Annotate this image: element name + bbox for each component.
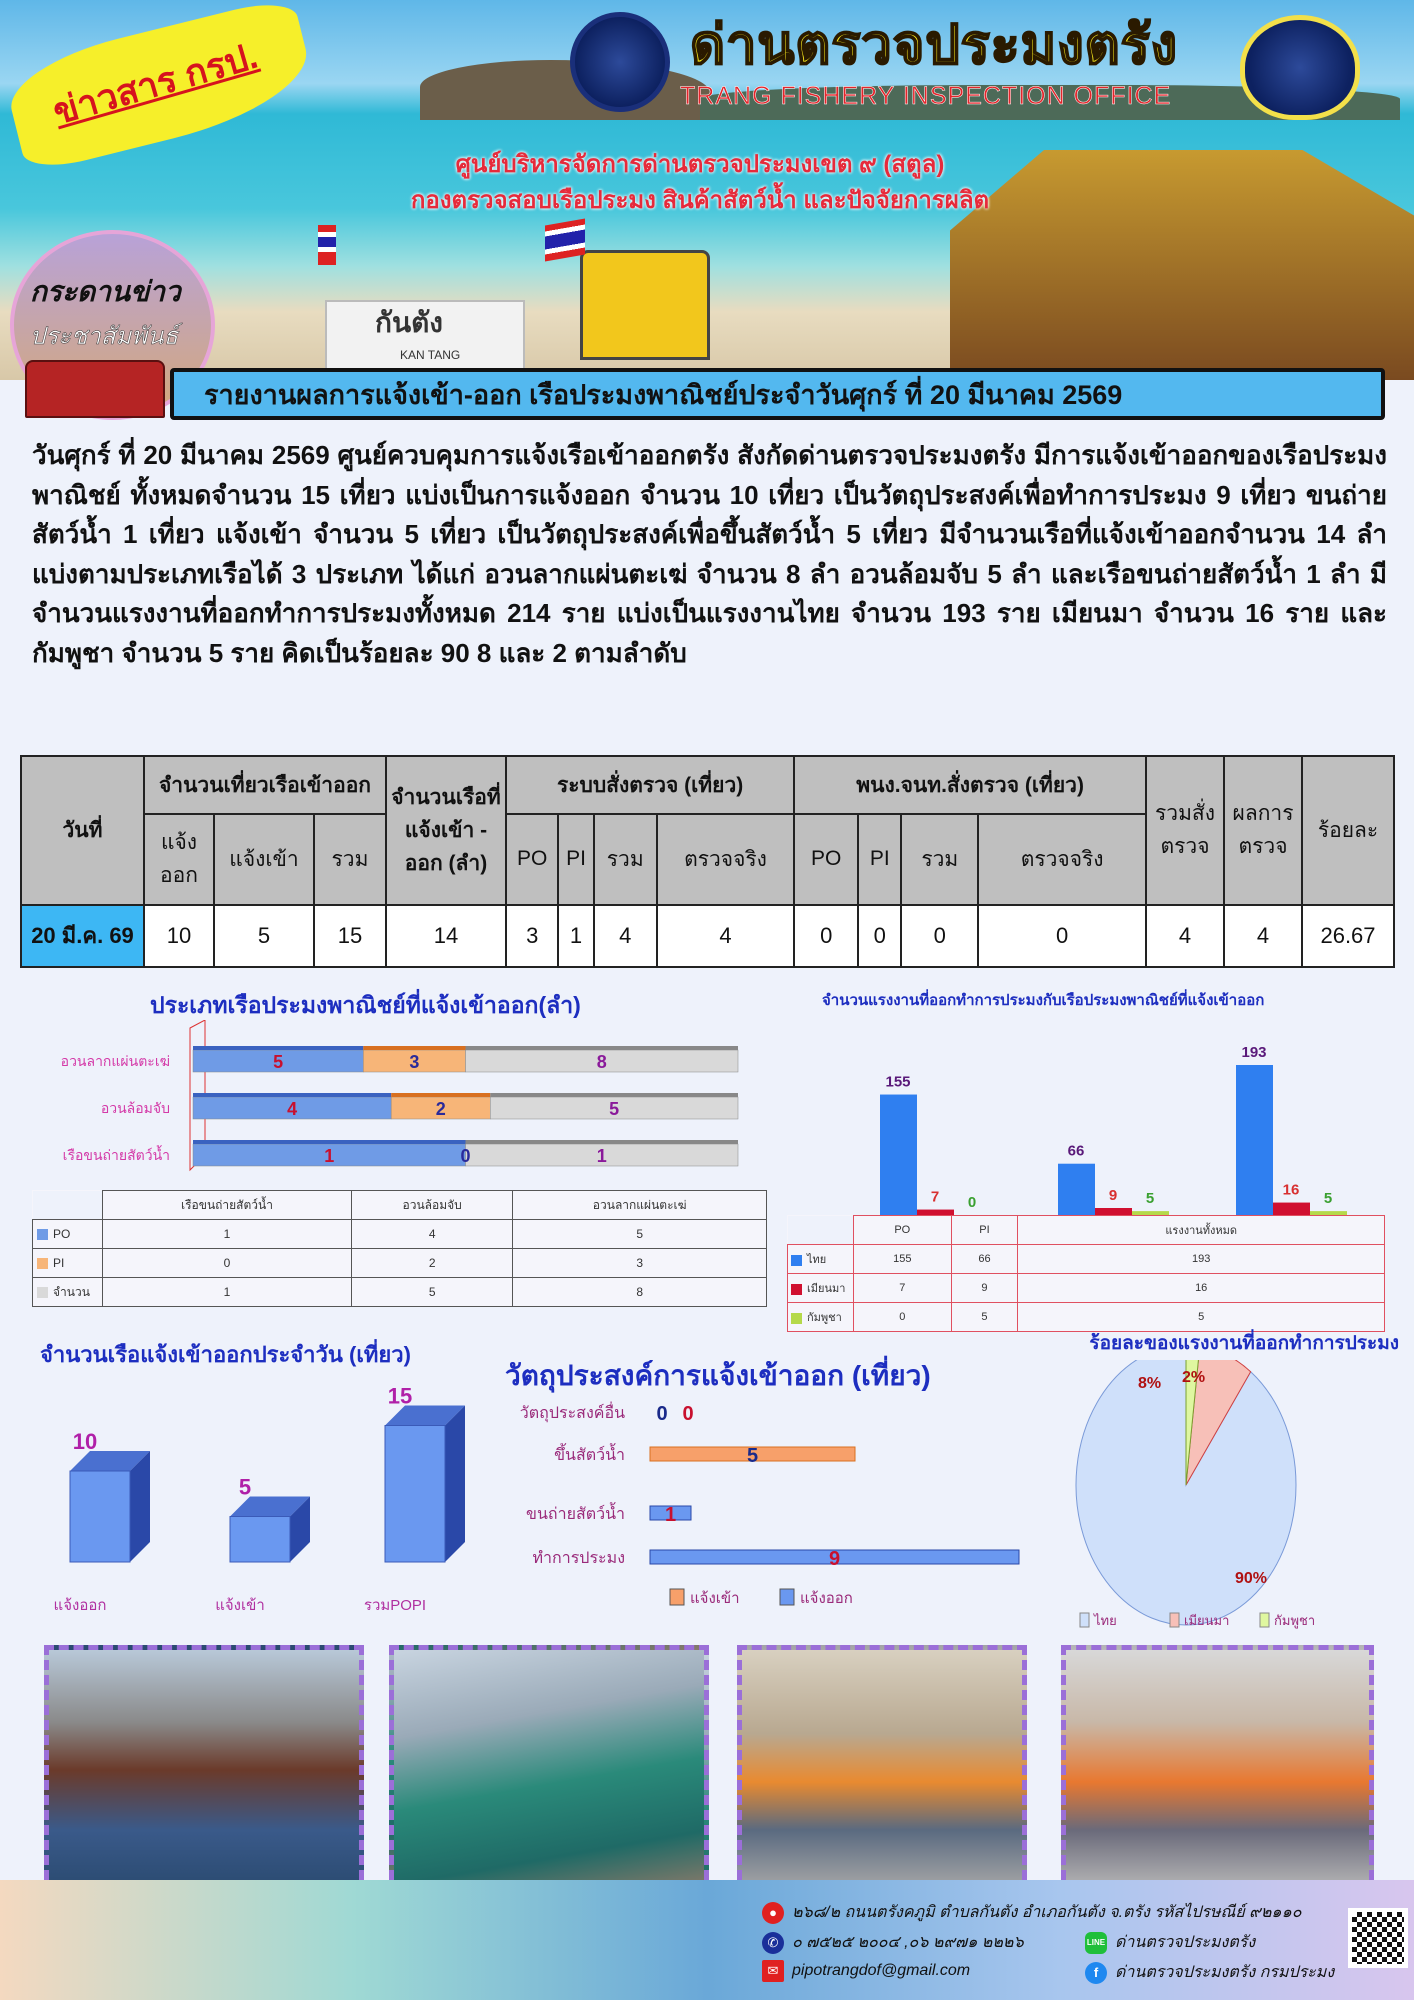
legend-swatch <box>1080 1613 1089 1627</box>
phone <box>762 1930 1024 1955</box>
legend-label: แจ้งเข้า <box>690 1590 740 1607</box>
category-label: รวมPOPI <box>363 1597 427 1614</box>
data-label: 5 <box>273 1052 284 1072</box>
bar-แจ้งเข้า <box>230 1517 290 1563</box>
header-date: วันที่ <box>21 756 144 905</box>
bar-รวมPOPI <box>385 1426 445 1563</box>
table-cell: 0 <box>103 1249 352 1278</box>
labor-chart <box>780 1020 1414 1220</box>
table-cell: 7 <box>854 1274 952 1303</box>
bar-top <box>193 1093 391 1097</box>
photo-crew-inspection-1 <box>737 1645 1027 1895</box>
data-label: 3 <box>409 1052 420 1072</box>
col-header: อวนลากแผ่นตะเฆ่ <box>513 1191 767 1220</box>
bar-top <box>391 1093 490 1097</box>
vessel-type-chart-title: ประเภทเรือประมงพาณิชย์ที่แจ้งเข้าออก(ลำ) <box>150 992 581 1018</box>
table-cell: 0 <box>978 905 1146 967</box>
office-title-thai: ด่านตรวจประมงตรัง <box>690 15 1179 75</box>
table-cell: 155 <box>854 1245 952 1274</box>
legend-swatch <box>37 1287 48 1298</box>
header-sum: รวม <box>901 814 978 904</box>
table-cell: 4 <box>657 905 795 967</box>
header-total-ordered: รวมสั่งตรวจ <box>1146 756 1224 905</box>
header-pi: PI <box>858 814 901 904</box>
table-cell: 193 <box>1018 1245 1385 1274</box>
facebook-text[interactable]: ด่านตรวจประมงตรัง กรมประมง <box>1115 1964 1335 1981</box>
table-cell: 5 <box>513 1220 767 1249</box>
station-sign-thai: กันตัง <box>375 307 443 338</box>
table-cell: 4 <box>351 1220 512 1249</box>
station-sign-english: KAN TANG <box>400 348 461 362</box>
office-title-english: TRANG FISHERY INSPECTION OFFICE <box>680 82 1172 110</box>
header-in: แจ้งเข้า <box>214 814 314 904</box>
data-label: 4 <box>287 1099 298 1119</box>
news-board-title: กระดานข่าว <box>30 276 181 307</box>
bar-PO-ไทย <box>880 1095 917 1215</box>
table-row <box>21 905 1394 967</box>
table-cell: 5 <box>351 1278 512 1307</box>
data-label: 5 <box>609 1099 620 1119</box>
data-label: 7 <box>930 1188 940 1206</box>
summary-paragraph: วันศุกร์ ที่ 20 มีนาคม 2569 ศูนย์ควบคุมการแจ้งเรือเข้าออกตรัง สังกัดด่านตรวจประมงตรัง มีการแจ้งเข้าออกของเรือประมงพาณิชย์ ทั้งหมดจำนวน 15 เที่ยว แบ่งเป็นการแจ้งออก จำนวน 10 เที่ยว เป็นวัตถุประสงค์เพื่อทำการประมง 9 เที่ยว ขนถ่ายสัตว์น้ำ 1 เที่ยว แจ้งเข้า จำนวน 5 เที่ยว เป็นวัตถุประสงค์เพื่อขึ้นสัตว์น้ำ 5 เที่ยว มีจำนวนเรือที่แจ้งเข้าออกจำนวน 14 ลำ แบ่งตามประเภทเรือได้ 3 ประเภท ได้แก่ อวนลากแผ่นตะเฆ่ จำนวน 8 ลำ อวนล้อมจับ 5 ลำ และเรือขนถ่ายสัตว์น้ำ 1 ลำ มีจำนวนแรงงานที่ออกทำการประมงทั้งหมด 214 ราย แบ่งเป็นแรงงานไทย จำนวน 193 ราย เมียนมา จำนวน 16 ราย และกัมพูชา จำนวน 5 ราย คิดเป็นร้อยละ 90 8 และ 2 ตามลำดับ <box>32 440 1387 668</box>
data-label: 66 <box>1067 1142 1085 1160</box>
fishery-inspection-logo <box>1240 15 1360 120</box>
data-label: 5 <box>746 1445 759 1467</box>
facebook-icon: f <box>1085 1962 1107 1984</box>
data-label: 155 <box>885 1073 911 1091</box>
phone-text: ๐ ๗๕๒๕ ๒๐๐๔ ,๐๖ ๒๙๗๑ ๒๒๒๖ <box>792 1934 1024 1951</box>
data-label: 2 <box>435 1099 446 1119</box>
header-out: แจ้งออก <box>144 814 214 904</box>
table-cell: 0 <box>794 905 858 967</box>
header-percent: ร้อยละ <box>1302 756 1394 905</box>
bar-top <box>466 1046 739 1050</box>
table-cell: 15 <box>314 905 386 967</box>
legend-label: เมียนมา <box>1184 1613 1230 1628</box>
data-label: 2% <box>1182 1369 1206 1386</box>
header-pi: PI <box>558 814 593 904</box>
thai-flag-icon <box>318 225 336 265</box>
header-sum: รวม <box>594 814 657 904</box>
facebook-page[interactable] <box>1085 1960 1334 1985</box>
data-label: 8 <box>596 1052 607 1072</box>
data-label: 1 <box>324 1146 335 1166</box>
data-label: 5 <box>1323 1190 1333 1208</box>
category-label: ขนถ่ายสัตว์น้ำ <box>526 1506 625 1523</box>
legend-swatch <box>1170 1613 1179 1627</box>
address <box>762 1900 1302 1925</box>
legend-label: กัมพูชา <box>1274 1613 1316 1628</box>
data-label: 90% <box>1235 1570 1268 1587</box>
table-cell: 10 <box>144 905 214 967</box>
table-cell: 0 <box>858 905 901 967</box>
vessel-type-data-table <box>32 1190 767 1307</box>
legend-label: ไทย <box>807 1254 827 1266</box>
legend-swatch <box>1260 1613 1269 1627</box>
report-title-text: รายงานผลการแจ้งเข้า-ออก เรือประมงพาณิชย์ประจำวันศุกร์ ที่ 20 มีนาคม 2569 <box>204 379 1123 410</box>
legend-label: กัมพูชา <box>807 1312 842 1324</box>
table-cell: 2 <box>351 1249 512 1278</box>
legend-label: เมียนมา <box>807 1283 846 1295</box>
table-cell: 4 <box>594 905 657 967</box>
table-cell: 5 <box>1018 1303 1385 1332</box>
bar-PI-เมียนมา <box>1095 1208 1132 1215</box>
photo-fishing-vessel-2 <box>389 1645 709 1895</box>
table-cell: 0 <box>854 1303 952 1332</box>
table-cell: 8 <box>513 1278 767 1307</box>
data-label: 5 <box>1145 1190 1155 1208</box>
legend-swatch <box>37 1229 48 1240</box>
bar-top <box>193 1046 363 1050</box>
legend-label: จำนวน <box>53 1284 90 1299</box>
header-actual: ตรวจจริง <box>657 814 795 904</box>
table-cell: 14 <box>386 905 506 967</box>
center-name: ศูนย์บริหารจัดการด่านตรวจประมงเขต ๙ (สตูล) <box>455 151 945 178</box>
legend-label: PO <box>53 1227 71 1241</box>
vessel-type-chart <box>0 1020 780 1190</box>
data-label: 9 <box>828 1548 841 1570</box>
bar-PI-ไทย <box>1058 1164 1095 1215</box>
newsletter-badge-text: ข่าวสาร กรป. <box>48 34 263 133</box>
thai-flag-icon <box>545 218 585 261</box>
labor-chart-title: จำนวนแรงงานที่ออกทำการประมงกับเรือประมงพาณิชย์ที่แจ้งเข้าออก <box>822 992 1265 1009</box>
category-label: อวนล้อมจับ <box>100 1100 170 1116</box>
data-label: 5 <box>238 1474 252 1500</box>
table-cell: 9 <box>951 1274 1018 1303</box>
table-cell: 5 <box>951 1303 1018 1332</box>
photo-crew-inspection-2 <box>1061 1645 1374 1895</box>
labor-percent-pie-chart <box>1040 1360 1414 1635</box>
email[interactable] <box>762 1960 970 1982</box>
table-cell: 26.67 <box>1302 905 1394 967</box>
line-icon: LINE <box>1085 1932 1107 1954</box>
category-label: อวนลากแผ่นตะเฆ่ <box>60 1053 170 1069</box>
bar-top <box>490 1093 738 1097</box>
header-sum: รวม <box>314 814 386 904</box>
data-label: 8% <box>1138 1375 1162 1392</box>
data-label: 10 <box>72 1429 98 1454</box>
category-label: เรือขนถ่ายสัตว์น้ำ <box>62 1147 170 1163</box>
header-officer-ordered: พนง.จนท.สั่งตรวจ (เที่ยว) <box>794 756 1146 814</box>
photo-fishing-vessel-1 <box>44 1645 364 1895</box>
table-cell: 1 <box>558 905 593 967</box>
data-label: 16 <box>1282 1181 1300 1199</box>
mail-icon: ✉ <box>762 1960 784 1982</box>
bar-แรงงานทั้งหมด-เมียนมา <box>1273 1203 1310 1215</box>
col-header: เรือขนถ่ายสัตว์น้ำ <box>103 1191 352 1220</box>
header-result: ผลการตรวจ <box>1224 756 1302 905</box>
train-image <box>580 250 710 360</box>
legend-swatch <box>670 1589 684 1605</box>
legend-label: แจ้งออก <box>800 1590 853 1607</box>
daily-trips-chart <box>0 1380 480 1630</box>
header-vessels: จำนวนเรือที่แจ้งเข้า - ออก (ลำ) <box>386 756 506 905</box>
location-pin-icon: ● <box>762 1902 784 1924</box>
department-of-fisheries-logo <box>570 12 670 112</box>
data-label: 193 <box>1241 1044 1267 1061</box>
header-po: PO <box>794 814 858 904</box>
col-header: PI <box>951 1216 1018 1245</box>
division-name: กองตรวจสอบเรือประมง สินค้าสัตว์น้ำ และปัจจัยการผลิต <box>410 187 990 214</box>
daily-trips-chart-title: จำนวนเรือแจ้งเข้าออกประจำวัน (เที่ยว) <box>40 1342 411 1367</box>
table-cell: 4 <box>1146 905 1224 967</box>
bar-top <box>466 1140 739 1144</box>
report-title <box>170 368 1385 420</box>
col-header: อวนล้อมจับ <box>351 1191 512 1220</box>
phone-icon: ✆ <box>762 1932 784 1954</box>
qr-code[interactable] <box>1348 1908 1408 1968</box>
table-cell: 1 <box>103 1278 352 1307</box>
legend-swatch <box>791 1255 802 1266</box>
category-label: แจ้งออก <box>53 1597 107 1614</box>
category-label: ขึ้นสัตว์น้ำ <box>554 1447 625 1464</box>
header-po: PO <box>506 814 558 904</box>
labor-percent-chart-title: ร้อยละของแรงงานที่ออกทำการประมง <box>1089 1333 1399 1354</box>
data-label: 1 <box>596 1146 607 1166</box>
data-label: 1 <box>664 1504 677 1526</box>
bar-top <box>193 1140 466 1144</box>
line-account[interactable] <box>1085 1930 1255 1955</box>
data-label: 0 <box>682 1403 694 1425</box>
email-text[interactable]: pipotrangdof@gmail.com <box>792 1962 971 1979</box>
news-board-subtitle: ประชาสัมพันธ์ <box>30 323 179 350</box>
table-cell: 3 <box>506 905 558 967</box>
legend-swatch <box>780 1589 794 1605</box>
table-cell: 16 <box>1018 1274 1385 1303</box>
labor-data-table <box>787 1215 1385 1332</box>
legend-swatch <box>791 1313 802 1324</box>
data-label: 15 <box>387 1383 413 1409</box>
legend-swatch <box>791 1284 802 1295</box>
bar-แรงงานทั้งหมด-ไทย <box>1236 1065 1273 1215</box>
category-label: วัตถุประสงค์อื่น <box>519 1405 625 1422</box>
legend-label: ไทย <box>1094 1613 1117 1628</box>
table-cell: 66 <box>951 1245 1018 1274</box>
station-building-image <box>950 150 1414 380</box>
purpose-chart <box>460 1392 1040 1622</box>
data-label: 0 <box>967 1194 977 1211</box>
data-label: 9 <box>1108 1187 1118 1205</box>
table-cell: 3 <box>513 1249 767 1278</box>
bar-top <box>363 1046 465 1050</box>
col-header: แรงงานทั้งหมด <box>1018 1216 1385 1245</box>
header-trips: จำนวนเที่ยวเรือเข้าออก <box>144 756 386 814</box>
inspection-summary-table <box>20 755 1395 968</box>
table-cell: 0 <box>901 905 978 967</box>
legend-swatch <box>37 1258 48 1269</box>
purpose-chart-title: วัตถุประสงค์การแจ้งเข้าออก (เที่ยว) <box>505 1360 931 1391</box>
category-label: แจ้งเข้า <box>215 1597 265 1614</box>
table-cell: 4 <box>1224 905 1302 967</box>
cell-date: 20 มี.ค. 69 <box>21 905 144 967</box>
legend-label: PI <box>53 1256 65 1270</box>
line-text[interactable]: ด่านตรวจประมงตรัง <box>1115 1934 1256 1951</box>
bar-แจ้งออก <box>70 1471 130 1562</box>
header-system-ordered: ระบบสั่งตรวจ (เที่ยว) <box>506 756 794 814</box>
address-text: ๒๖๘/๒ ถนนตรังคภูมิ ตำบลกันตัง อำเภอกันตัง จ.ตรัง รหัสไปรษณีย์ ๙๒๑๑๐ <box>792 1904 1302 1921</box>
category-label: ทำการประมง <box>532 1550 625 1567</box>
data-label: 0 <box>656 1403 668 1425</box>
train-icon <box>25 360 165 418</box>
header-actual: ตรวจจริง <box>978 814 1146 904</box>
table-cell: 5 <box>214 905 314 967</box>
col-header: PO <box>854 1216 952 1245</box>
data-label: 0 <box>460 1146 471 1166</box>
table-cell: 1 <box>103 1220 352 1249</box>
